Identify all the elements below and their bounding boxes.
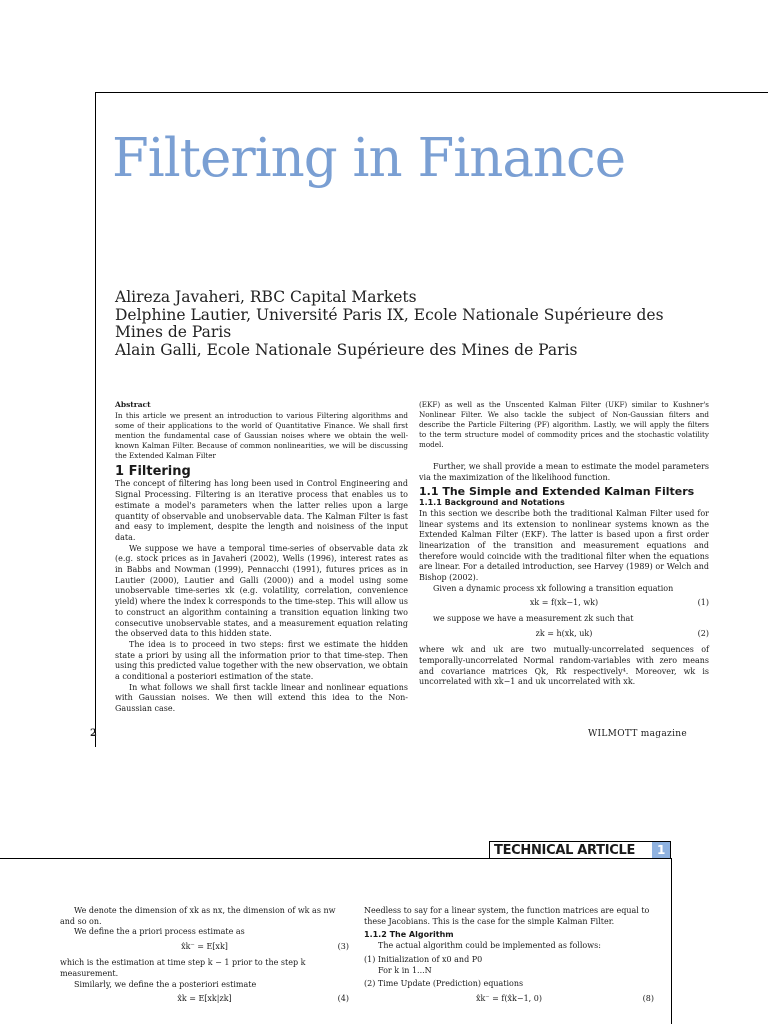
section-1-1-2-heading: 1.1.2 The Algorithm bbox=[364, 930, 454, 940]
page2-frame-top bbox=[0, 858, 672, 859]
section-1-para-2: We suppose we have a temporal time-series of observable data zk (e.g. stock prices as in Javaheri (2002), Wells (1996), interest rates as in Babbs and Nowman (1999), Pennacchi (1991), futures prices as in Lautier (2000), Lautier and Galli (2000)) and a model using some unobservable time-series xk (e.g. volatility, correlation, convenience yield) where the index k corresponds to the time-step. This will allow us to construct an algorithm containing a transition equation linking two consecutive unobservable states, and a measurement equation relating the observed data to this hidden state. bbox=[115, 543, 408, 639]
algorithm-step-1: (1) Initialization of x0 and P0 bbox=[364, 954, 483, 964]
section-1-1-after-text: where wk and uk are two mutually-uncorrelated sequences of temporally-uncorrelated Normal random-variables with zero means and covariance matrices Qk, Rk respectively⁴. Moreover, wk is uncorrelated with xk−1 and uk uncorrelated with xk. bbox=[419, 645, 709, 687]
equation-4-formula: x̂k = E[xk|zk] bbox=[177, 994, 232, 1004]
magazine-name: WILMOTT magazine bbox=[588, 729, 687, 739]
section-1-heading: 1 Filtering bbox=[115, 463, 191, 479]
author-3: Alain Galli, Ecole Nationale Supérieure des Mines de Paris bbox=[115, 340, 578, 359]
technical-article-label: TECHNICAL ARTICLE bbox=[494, 843, 636, 858]
page2-left-para-4: Similarly, we define the a posteriori estimate bbox=[74, 979, 257, 989]
page2-frame-right bbox=[671, 858, 672, 1024]
section-1-1-heading: 1.1 The Simple and Extended Kalman Filters bbox=[419, 485, 695, 499]
technical-article-badge: 1 bbox=[652, 842, 670, 859]
section-1-1-1-heading: 1.1.1 Background and Notations bbox=[419, 498, 565, 508]
equation-4-number: (4) bbox=[337, 994, 349, 1004]
section-1-para-4: In what follows we shall first tackle linear and nonlinear equations with Gaussian noises. We then will extend this idea to the Non-Gaussian case. bbox=[115, 682, 408, 714]
page-frame-left bbox=[95, 92, 96, 747]
equation-8-number: (8) bbox=[642, 993, 654, 1003]
page2-left-para-3: which is the estimation at time step k − 1 prior to the step k measurement. bbox=[60, 958, 306, 978]
equation-1-formula: xk = f(xk−1, wk) bbox=[529, 598, 599, 608]
page2-right-column bbox=[364, 906, 654, 1010]
author-2: Delphine Lautier, Université Paris IX, Ecole Nationale Supérieure des Mines de Paris bbox=[115, 305, 664, 341]
page2-left-para-2: We define the a priori process estimate as bbox=[74, 927, 245, 937]
author-list bbox=[115, 289, 715, 359]
page-frame-top bbox=[95, 92, 768, 93]
section-1-right-para: Further, we shall provide a mean to estimate the model parameters via the maximization of the likelihood function. bbox=[419, 462, 709, 482]
equation-2 bbox=[419, 625, 709, 645]
page2-left-para-1: We denote the dimension of xk as nx, the dimension of wk as nw and so on. bbox=[60, 906, 336, 926]
algorithm-step-2: (2) Time Update (Prediction) equations bbox=[364, 979, 524, 989]
section-1-para-3: The idea is to proceed in two steps: first we estimate the hidden state a priori by using all the information prior to that time-step. Then using this predicted value together with the new observation, we obtain a conditional a posteriori estimation of the state. bbox=[115, 639, 409, 682]
equation-3 bbox=[60, 938, 349, 958]
left-column bbox=[115, 400, 408, 715]
technical-article-header bbox=[489, 841, 671, 858]
equation-4 bbox=[60, 990, 349, 1010]
equation-2-number: (2) bbox=[697, 629, 709, 639]
section-1-para-1: The concept of filtering has long been used in Control Engineering and Signal Processing. Filtering is an iterative process that enables us to estimate a model's parameters when the latter relies upon a large quantity of observable and unobservable data. The Kalman Filter is fast and easy to implement, despite the length and noisiness of the input data. bbox=[115, 479, 408, 542]
right-column bbox=[419, 400, 709, 688]
section-1-1-para-2: Given a dynamic process xk following a transition equation bbox=[433, 583, 674, 593]
page2-right-para-2: The actual algorithm could be implemented as follows: bbox=[378, 941, 601, 951]
equation-8 bbox=[364, 990, 654, 1010]
equation-2-formula: zk = h(xk, uk) bbox=[535, 629, 593, 639]
equation-8-formula: x̂k⁻ = f(x̂k−1, 0) bbox=[476, 993, 542, 1003]
abstract-text-right: (EKF) as well as the Unscented Kalman Filter (UKF) similar to Kushner's Nonlinear Filter. We also tackle the subject of Non-Gaussian filters and describe the Particle Filtering (PF) algorithm. Lastly, we will apply the filters to the term structure model of commodity prices and the stochastic volatility model. bbox=[419, 400, 709, 449]
equation-1-number: (1) bbox=[697, 598, 709, 608]
algorithm-step-1b: For k in 1...N bbox=[378, 965, 432, 975]
equation-3-formula: x̂k⁻ = E[xk] bbox=[181, 942, 228, 952]
abstract-text-left: In this article we present an introduction to various Filtering algorithms and some of their applications to the world of Quantitative Finance. We shall first mention the fundamental case of Gaussian noises where we obtain the well-known Kalman Filter. Because of common nonlinearities, we will be discussing the Extended Kalman Filter bbox=[115, 410, 408, 460]
author-1: Alireza Javaheri, RBC Capital Markets bbox=[115, 288, 417, 306]
equation-3-number: (3) bbox=[337, 942, 349, 952]
page-number: 2 bbox=[90, 728, 97, 739]
abstract-heading: Abstract bbox=[115, 400, 151, 409]
page2-right-para-1: Needless to say for a linear system, the function matrices are equal to these Jacobians. This is the case for the simple Kalman Filter. bbox=[364, 906, 650, 926]
section-1-1-mid-text: we suppose we have a measurement zk such that bbox=[433, 614, 634, 624]
page2-left-column bbox=[60, 906, 349, 1010]
section-1-1-para-1: In this section we describe both the traditional Kalman Filter used for linear systems and its extension to nonlinear systems known as the Extended Kalman Filter (EKF). The latter is based upon a first order linearization of the transition and measurement equations and therefore would coincide with the traditional filter when the equations are linear. For a detailed introduction, see Harvey (1989) or Welch and Bishop (2002). bbox=[419, 508, 709, 583]
equation-1 bbox=[419, 594, 709, 614]
article-title: Filtering in Finance bbox=[112, 128, 626, 189]
